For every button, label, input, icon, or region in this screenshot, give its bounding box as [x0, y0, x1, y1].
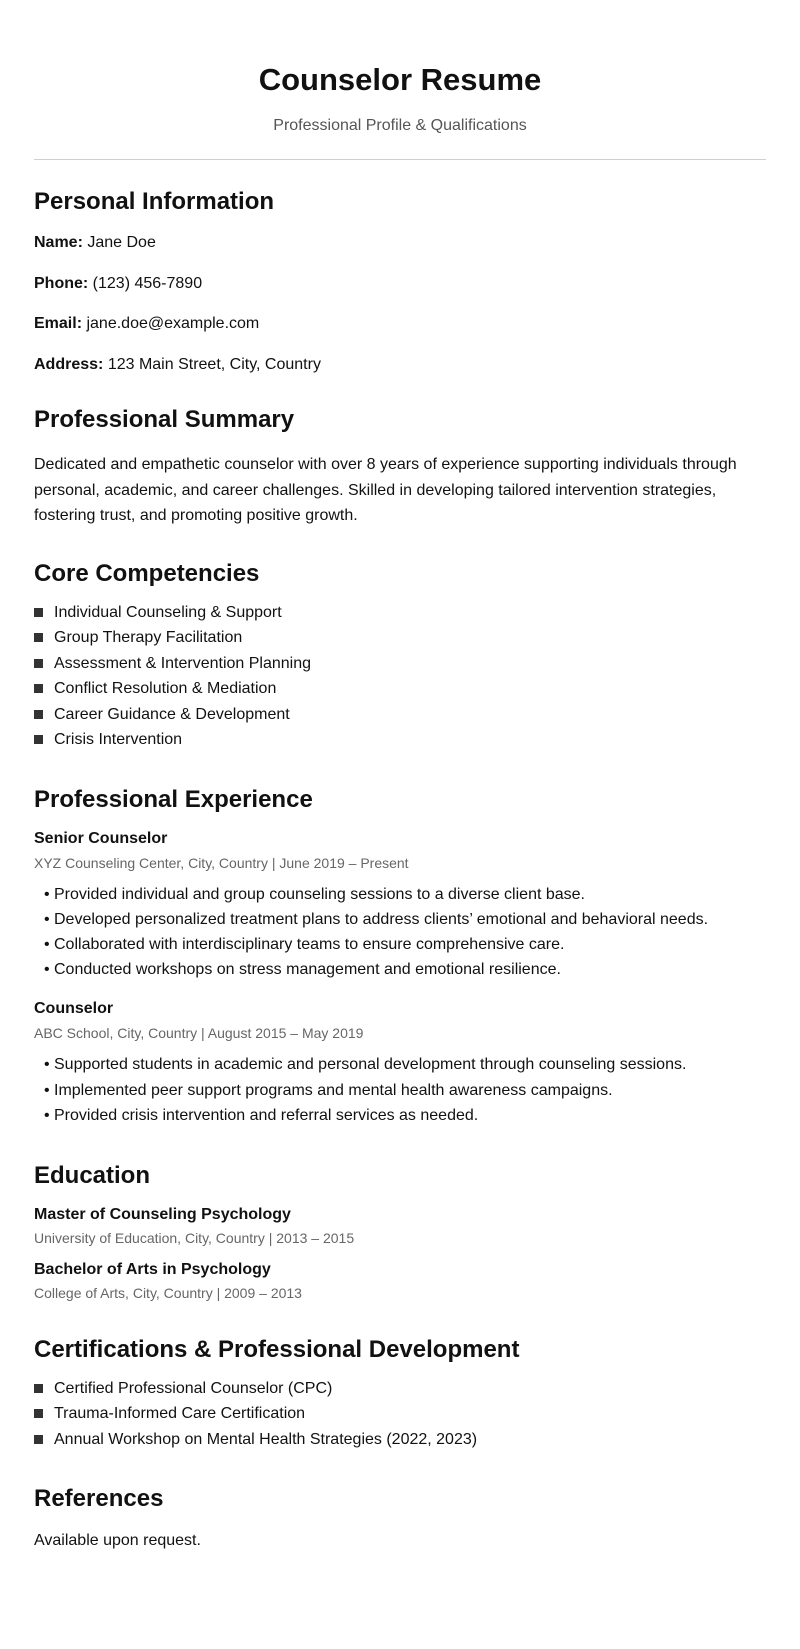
- list-item: Assessment & Intervention Planning: [34, 651, 766, 677]
- list-item: Trauma-Informed Care Certification: [34, 1401, 766, 1427]
- list-item: Annual Workshop on Mental Health Strategies (2022, 2023): [34, 1427, 766, 1453]
- phone-label: Phone:: [34, 275, 89, 292]
- degree-meta: University of Education, City, Country | 2013 – 2015: [34, 1229, 355, 1246]
- page-title: Counselor Resume: [258, 62, 542, 97]
- section-heading-competencies: Core Competencies: [34, 559, 260, 587]
- references-section: [34, 1485, 766, 1554]
- professional-experience-section: [34, 786, 766, 1128]
- degree-meta: College of Arts, City, Country | 2009 – 2013: [34, 1284, 302, 1301]
- references-text: Available upon request.: [34, 1532, 201, 1550]
- section-heading-references: References: [34, 1485, 164, 1513]
- name-field: [34, 233, 766, 253]
- email-label: Email:: [34, 315, 83, 332]
- square-bullet-icon: [34, 710, 43, 719]
- list-item: Crisis Intervention: [34, 727, 766, 753]
- certifications-list: [34, 1376, 766, 1453]
- job-meta: ABC School, City, Country | August 2015 – May 2019: [34, 1025, 364, 1042]
- list-item: Conflict Resolution & Mediation: [34, 676, 766, 702]
- job-duties-list: [34, 882, 766, 983]
- section-heading-summary: Professional Summary: [34, 406, 295, 433]
- square-bullet-icon: [34, 1409, 43, 1418]
- degree-title: Master of Counseling Psychology: [34, 1205, 291, 1223]
- list-item: Individual Counseling & Support: [34, 600, 766, 626]
- list-item: • Collaborated with interdisciplinary teams to ensure comprehensive care.: [44, 935, 565, 953]
- name-label: Name:: [34, 234, 83, 251]
- list-item: • Provided crisis intervention and referral services as needed.: [44, 1106, 479, 1124]
- job-meta: XYZ Counseling Center, City, Country | June 2019 – Present: [34, 854, 409, 871]
- section-heading-experience: Professional Experience: [34, 785, 313, 813]
- square-bullet-icon: [34, 1384, 43, 1393]
- job-title: Counselor: [34, 1000, 114, 1018]
- summary-text: Dedicated and empathetic counselor with over 8 years of experience supporting individuals through personal, academic, and career challenges. Skilled in developing tailored intervention strategies, fostering trust, and promoting positive growth.: [34, 456, 737, 524]
- core-competencies-section: [34, 560, 766, 753]
- section-heading-personal: Personal Information: [34, 188, 275, 215]
- job-entry: [34, 999, 766, 1128]
- email-value: jane.doe@example.com: [86, 315, 260, 332]
- resume-header: [34, 0, 766, 136]
- competencies-list: [34, 600, 766, 753]
- list-item: Certified Professional Counselor (CPC): [34, 1376, 766, 1402]
- section-heading-education: Education: [34, 1161, 151, 1189]
- list-item: Group Therapy Facilitation: [34, 625, 766, 651]
- degree-title: Bachelor of Arts in Psychology: [34, 1260, 271, 1278]
- education-section: [34, 1162, 766, 1302]
- certifications-section: [34, 1336, 766, 1453]
- square-bullet-icon: [34, 608, 43, 617]
- square-bullet-icon: [34, 1435, 43, 1444]
- professional-summary-section: [34, 406, 766, 529]
- square-bullet-icon: [34, 659, 43, 668]
- square-bullet-icon: [34, 633, 43, 642]
- section-heading-certifications: Certifications & Professional Development: [34, 1335, 520, 1363]
- education-entry: [34, 1205, 766, 1247]
- phone-value: (123) 456-7890: [92, 275, 203, 292]
- square-bullet-icon: [34, 735, 43, 744]
- job-entry: [34, 829, 766, 983]
- address-label: Address:: [34, 356, 104, 373]
- email-field: [34, 314, 766, 334]
- list-item: Career Guidance & Development: [34, 702, 766, 728]
- header-divider: [34, 159, 766, 160]
- address-value: 123 Main Street, City, Country: [107, 356, 321, 373]
- education-entry: [34, 1260, 766, 1302]
- list-item: • Conducted workshops on stress management and emotional resilience.: [44, 961, 561, 979]
- list-item: • Developed personalized treatment plans to address clients’ emotional and behavioral needs.: [44, 910, 709, 928]
- address-field: [34, 355, 766, 375]
- job-title: Senior Counselor: [34, 829, 168, 847]
- name-value: Jane Doe: [87, 234, 156, 251]
- job-duties-list: [34, 1052, 766, 1128]
- square-bullet-icon: [34, 684, 43, 693]
- list-item: • Implemented peer support programs and mental health awareness campaigns.: [44, 1081, 613, 1099]
- list-item: • Provided individual and group counseling sessions to a diverse client base.: [44, 885, 585, 903]
- personal-information-section: [34, 188, 766, 375]
- page-subtitle: Professional Profile & Qualifications: [273, 117, 527, 134]
- phone-field: [34, 274, 766, 294]
- list-item: • Supported students in academic and personal development through counseling sessions.: [44, 1056, 687, 1074]
